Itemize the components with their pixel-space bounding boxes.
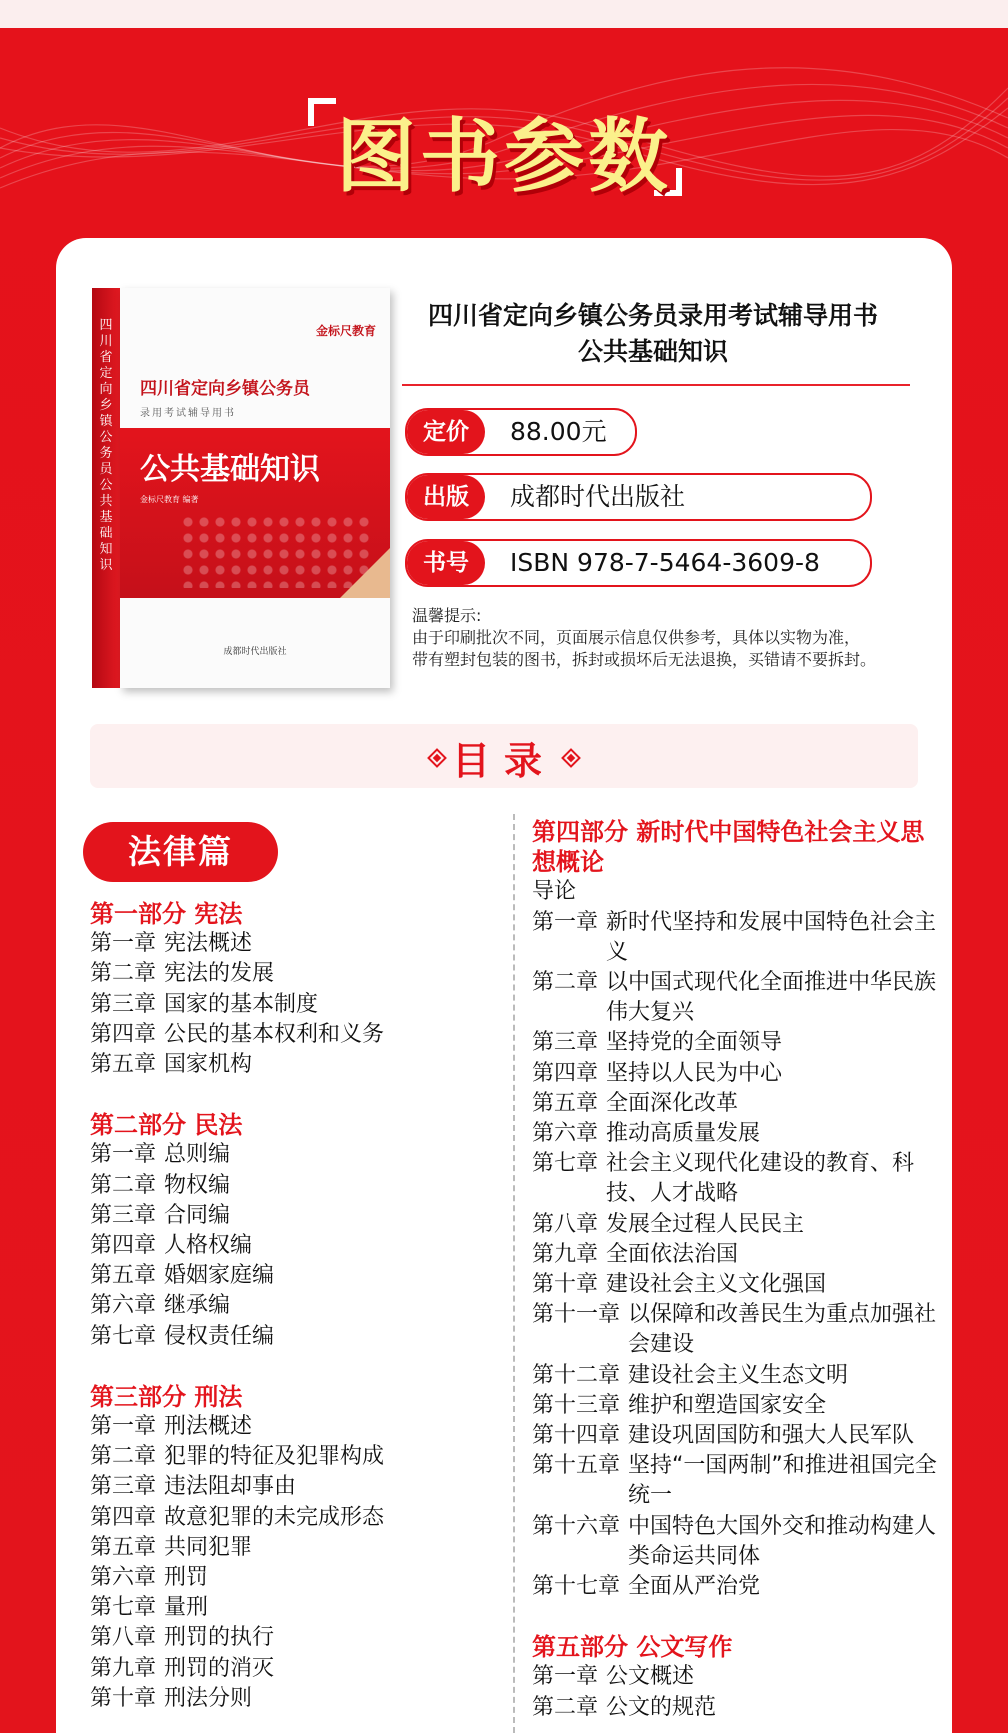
publisher-value: 成都时代出版社 (510, 482, 686, 511)
chapter-title: 违法阻却事由 (164, 1474, 297, 1500)
chapter-title: 公民的基本权利和义务 (164, 1021, 385, 1047)
chapter-title: 建设社会主义文化强国 (606, 1272, 827, 1298)
toc-chapter (532, 1149, 942, 1209)
toc-chapter (532, 1421, 942, 1451)
toc-chapter (532, 1693, 942, 1723)
chapter-number: 第二章 (90, 1444, 157, 1470)
chapter-title: 故意犯罪的未完成形态 (164, 1504, 385, 1530)
toc-chapter (532, 1300, 942, 1360)
toc-right-column (532, 817, 942, 1723)
notice-title: 温馨提示: (412, 606, 482, 625)
chapter-title: 坚持党的全面领导 (606, 1030, 783, 1056)
publisher-label: 出版 (407, 475, 485, 519)
toc-chapter (532, 968, 942, 1028)
chapter-number: 第一章 (532, 1664, 599, 1690)
notice-line1: 由于印刷批次不同，页面展示信息仅供参考，具体以实物为准， (412, 628, 861, 647)
toc-left-column (90, 899, 500, 1714)
chapter-title: 新时代坚持和发展中国特色社会主义 (606, 909, 937, 965)
chapter-number: 第五章 (90, 1534, 157, 1560)
toc-chapter (532, 1028, 942, 1058)
chapter-title: 刑罚 (164, 1565, 209, 1591)
toc-section-heading: 第四部分 新时代中国特色社会主义思想概论 (532, 818, 925, 877)
chapter-title: 物权编 (164, 1172, 231, 1198)
toc-chapter (90, 990, 500, 1020)
chapter-number: 第五章 (90, 1052, 157, 1078)
chapter-number: 第九章 (90, 1655, 157, 1681)
chapter-title: 刑法概述 (164, 1414, 253, 1440)
chapter-title: 全面深化改革 (606, 1090, 739, 1116)
toc-chapter (532, 1089, 942, 1119)
chapter-number: 第十章 (532, 1272, 599, 1298)
toc-chapter (90, 1322, 500, 1352)
toc-chapter (532, 1361, 942, 1391)
chapter-number: 第十七章 (532, 1574, 621, 1600)
toc-chapter (90, 1503, 500, 1533)
cover-title: 公共基础知识 (140, 452, 320, 487)
chapter-number: 第三章 (532, 1030, 599, 1056)
chapter-title: 中国特色大国外交和推动构建人类命运共同体 (628, 1513, 937, 1569)
chapter-title: 维护和塑造国家安全 (628, 1392, 827, 1418)
chapter-number: 第四章 (90, 1504, 157, 1530)
chapter-title: 继承编 (164, 1293, 231, 1319)
book-cover-image (92, 288, 390, 688)
toc-chapter (532, 1662, 942, 1692)
isbn-label: 书号 (407, 541, 485, 585)
chapter-number: 第三章 (90, 1474, 157, 1500)
toc-section-heading: 第二部分 民法 (90, 1111, 243, 1140)
chapter-title: 共同犯罪 (164, 1534, 253, 1560)
cover-editor: 金标尺教育 编著 (140, 495, 199, 504)
toc-chapter (90, 1050, 500, 1080)
toc-chapter (90, 1231, 500, 1261)
toc-chapter (90, 1140, 500, 1170)
chapter-number: 第七章 (532, 1151, 599, 1177)
section-gap (90, 1080, 500, 1110)
toc-chapter (90, 959, 500, 989)
toc-chapter (90, 1563, 500, 1593)
toc-chapter (90, 1171, 500, 1201)
chapter-number: 第三章 (90, 1202, 157, 1228)
chapter-number: 第十一章 (532, 1302, 621, 1328)
book-front (120, 288, 390, 688)
chapter-number: 第十章 (90, 1685, 157, 1711)
price-label: 定价 (407, 410, 485, 454)
top-strip (0, 0, 1008, 28)
chapter-title: 建设社会主义生态文明 (628, 1362, 849, 1388)
price-pill (405, 408, 637, 456)
toc-intro: 导论 (532, 879, 577, 905)
toc-chapter (90, 1593, 500, 1623)
chapter-number: 第六章 (90, 1293, 157, 1319)
chapter-number: 第八章 (90, 1625, 157, 1651)
cover-line2: 录用考试辅导用书 (140, 408, 236, 419)
toc-chapter (532, 1059, 942, 1089)
chapter-number: 第六章 (90, 1565, 157, 1591)
toc-chapter (532, 1240, 942, 1270)
chapter-title: 社会主义现代化建设的教育、科技、人才战略 (606, 1151, 915, 1207)
chapter-number: 第八章 (532, 1211, 599, 1237)
chapter-number: 第十二章 (532, 1362, 621, 1388)
chapter-number: 第四章 (532, 1060, 599, 1086)
chapter-title: 宪法的发展 (164, 961, 275, 987)
publisher-pill (405, 473, 872, 521)
cover-corner-triangle (340, 548, 390, 598)
toc-chapter (532, 1391, 942, 1421)
chapter-number: 第二章 (90, 961, 157, 987)
section-gap (532, 1602, 942, 1632)
toc-chapter (90, 1654, 500, 1684)
chapter-title: 建设巩固国防和强大人民军队 (628, 1423, 915, 1449)
toc-chapter (532, 1451, 942, 1511)
chapter-number: 第三章 (90, 991, 157, 1017)
column-divider (513, 814, 515, 1733)
chapter-number: 第十五章 (532, 1453, 621, 1479)
toc-chapter (532, 1512, 942, 1572)
chapter-title: 以保障和改善民生为重点加强社会建设 (628, 1302, 937, 1358)
chapter-number: 第六章 (532, 1121, 599, 1147)
chapter-title: 全面从严治党 (628, 1574, 761, 1600)
chapter-title: 全面依法治国 (606, 1241, 739, 1267)
chapter-number: 第五章 (532, 1090, 599, 1116)
cover-logo: 金标尺教育 (315, 324, 376, 338)
chapter-title: 坚持以人民为中心 (606, 1060, 783, 1086)
chapter-number: 第二章 (532, 970, 599, 996)
chapter-number: 第二章 (90, 1172, 157, 1198)
isbn-value: ISBN 978-7-5464-3609-8 (510, 548, 820, 577)
toc-chapter (90, 929, 500, 959)
notice (412, 605, 876, 671)
book-title-line1: 四川省定向乡镇公务员录用考试辅导用书 (427, 301, 878, 330)
chapter-title: 总则编 (164, 1142, 231, 1168)
chapter-number: 第四章 (90, 1021, 157, 1047)
chapter-number: 第二章 (532, 1694, 599, 1720)
isbn-pill (405, 539, 872, 587)
chapter-title: 坚持“一国两制”和推进祖国完全统一 (628, 1453, 937, 1509)
cover-publisher: 成都时代出版社 (223, 647, 287, 657)
toc-chapter (532, 1210, 942, 1240)
toc-chapter (90, 1020, 500, 1050)
toc-chapter (90, 1291, 500, 1321)
chapter-title: 婚姻家庭编 (164, 1263, 275, 1289)
law-badge: 法律篇 (83, 822, 278, 882)
book-spine (92, 288, 120, 688)
toc-title: 目录 (451, 739, 556, 783)
chapter-number: 第一章 (90, 1142, 157, 1168)
chapter-number: 第十三章 (532, 1392, 621, 1418)
chapter-title: 刑法分则 (164, 1685, 253, 1711)
toc-section-heading: 第五部分 公文写作 (532, 1633, 733, 1662)
toc-chapter (532, 1119, 942, 1149)
chapter-title: 以中国式现代化全面推进中华民族伟大复兴 (606, 970, 937, 1026)
price-value: 88.00元 (510, 417, 607, 446)
spine-text: 四川省定向乡镇公务员公共基础知识 (99, 318, 113, 573)
chapter-title: 刑罚的执行 (164, 1625, 275, 1651)
toc-chapter (532, 1270, 942, 1300)
chapter-title: 推动高质量发展 (606, 1121, 761, 1147)
toc-chapter (90, 1684, 500, 1714)
notice-line2: 带有塑封包装的图书，拆封或损坏后无法退换，买错请不要拆封。 (412, 650, 877, 669)
chapter-number: 第五章 (90, 1263, 157, 1289)
toc-chapter (532, 908, 942, 968)
chapter-number: 第四章 (90, 1233, 157, 1259)
chapter-number: 第七章 (90, 1595, 157, 1621)
toc-chapter (90, 1623, 500, 1653)
chapter-title: 国家的基本制度 (164, 991, 319, 1017)
toc-chapter (90, 1533, 500, 1563)
chapter-title: 国家机构 (164, 1052, 253, 1078)
section-gap (90, 1352, 500, 1382)
toc-chapter (90, 1472, 500, 1502)
chapter-number: 第一章 (90, 931, 157, 957)
toc-chapter (90, 1261, 500, 1291)
chapter-title: 人格权编 (164, 1233, 253, 1259)
toc-chapter (90, 1442, 500, 1472)
chapter-number: 第一章 (90, 1414, 157, 1440)
toc-section-heading: 第三部分 刑法 (90, 1382, 243, 1411)
chapter-number: 第十四章 (532, 1423, 621, 1449)
toc-banner (90, 724, 918, 788)
chapter-title: 公文的规范 (606, 1694, 717, 1720)
chapter-number: 第九章 (532, 1241, 599, 1267)
chapter-number: 第十六章 (532, 1513, 621, 1539)
chapter-title: 宪法概述 (164, 931, 253, 957)
chapter-title: 量刑 (164, 1595, 209, 1621)
page-title: 图书参数 (336, 110, 672, 203)
toc-section-heading: 第一部分 宪法 (90, 900, 243, 928)
toc-chapter (90, 1201, 500, 1231)
title-divider (402, 384, 910, 386)
cover-line1: 四川省定向乡镇公务员 (140, 379, 310, 399)
chapter-number: 第一章 (532, 909, 599, 935)
toc-chapter (90, 1412, 500, 1442)
chapter-title: 公文概述 (606, 1664, 695, 1690)
chapter-title: 犯罪的特征及犯罪构成 (164, 1444, 385, 1470)
toc-chapter (532, 1572, 942, 1602)
chapter-title: 发展全过程人民民主 (606, 1211, 805, 1237)
chapter-number: 第七章 (90, 1323, 157, 1349)
chapter-title: 侵权责任编 (164, 1323, 275, 1349)
book-title-line2: 公共基础知识 (577, 337, 728, 366)
chapter-title: 合同编 (164, 1202, 231, 1228)
chapter-title: 刑罚的消灭 (164, 1655, 275, 1681)
